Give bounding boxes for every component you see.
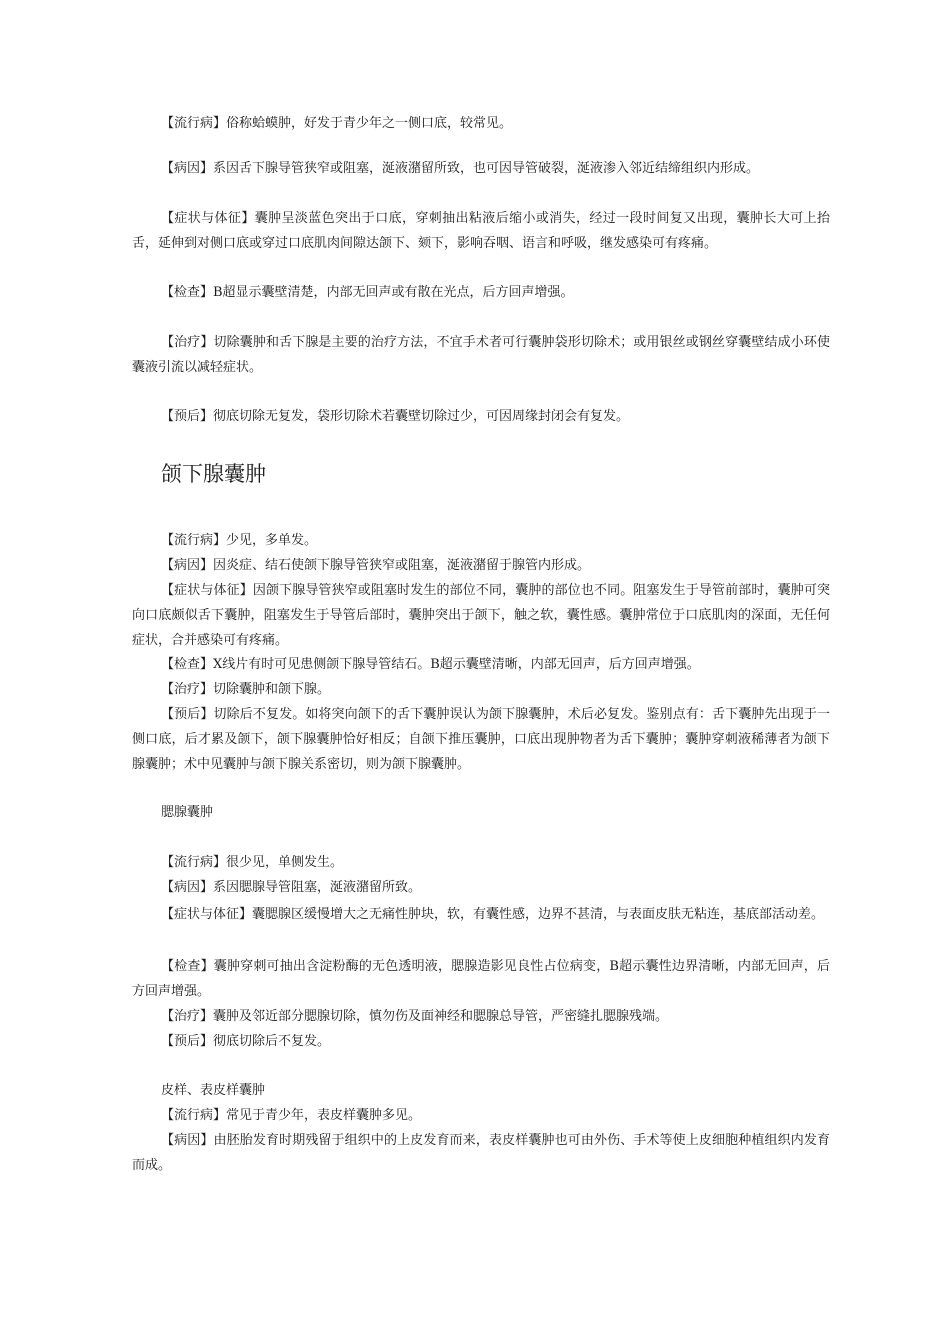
paragraph-treatment: 【治疗】切除囊肿和颌下腺。 — [161, 682, 331, 697]
paragraph-symptoms: 【症状与体征】囊肿呈淡蓝色突出于口底，穿刺抽出粘液后缩小或消失，经过一段时间复又出现，囊肿长大可上抬舌，延伸到对侧口底或穿过口底肌肉间隙达颌下、颏下，影响吞咽、语言和呼吸，继发感染可有疼痛。 — [132, 211, 830, 251]
paragraph-symptoms: 【症状与体征】因颌下腺导管狭窄或阻塞时发生的部位不同，囊肿的部位也不同。阻塞发生于导管前部时，囊肿可突向口底颇似舌下囊肿，阻塞发生于导管后部时，囊肿突出于颌下，触之软，囊性感。囊肿常位于口底肌肉的深面，无任何症状，合并感染可有疼痛。 — [132, 583, 830, 648]
paragraph-prognosis: 【预后】彻底切除后不复发。 — [161, 1034, 331, 1049]
paragraph-examination: 【检查】囊肿穿刺可抽出含淀粉酶的无色透明液，腮腺造影见良性占位病变，B超示囊性边界清晰，内部无回声，后方回声增强。 — [132, 959, 830, 999]
section-heading: 腮腺囊肿 — [161, 805, 214, 820]
paragraph-epidemiology: 【流行病】常见于青少年，表皮样囊肿多见。 — [161, 1108, 422, 1123]
paragraph-etiology: 【病因】系因腮腺导管阻塞，涎液潴留所致。 — [161, 880, 422, 895]
paragraph-epidemiology: 【流行病】俗称蛤蟆肿，好发于青少年之一侧口底，较常见。 — [161, 116, 513, 131]
paragraph-treatment: 【治疗】囊肿及邻近部分腮腺切除，慎勿伤及面神经和腮腺总导管，严密缝扎腮腺残端。 — [161, 1009, 669, 1024]
paragraph-examination: 【检查】X线片有时可见患侧颌下腺导管结石。B超示囊壁清晰，内部无回声，后方回声增强。 — [161, 657, 700, 672]
paragraph-prognosis: 【预后】彻底切除无复发，袋形切除术若囊壁切除过少，可因周缘封闭会有复发。 — [161, 409, 630, 424]
paragraph-etiology: 【病因】由胚胎发育时期残留于组织中的上皮发育而来，表皮样囊肿也可由外伤、手术等使上皮细胞种植组织内发育而成。 — [132, 1133, 830, 1173]
paragraph-examination: 【检查】B超显示囊壁清楚，内部无回声或有散在光点，后方回声增强。 — [161, 285, 574, 300]
section-heading: 颌下腺囊肿 — [161, 462, 266, 486]
section-heading: 皮样、表皮样囊肿 — [161, 1083, 266, 1098]
paragraph-treatment: 【治疗】切除囊肿和舌下腺是主要的治疗方法，不宜手术者可行囊肿袋形切除术；或用银丝或钢丝穿囊壁结成小环使囊液引流以减轻症状。 — [132, 335, 830, 375]
paragraph-etiology: 【病因】因炎症、结石使颌下腺导管狭窄或阻塞，涎液潴留于腺管内形成。 — [161, 558, 591, 573]
paragraph-symptoms: 【症状与体征】囊腮腺区缓慢增大之无痛性肿块，软，有囊性感，边界不甚清，与表面皮肤无粘连，基底部活动差。 — [161, 907, 825, 922]
paragraph-epidemiology: 【流行病】少见，多单发。 — [161, 533, 318, 548]
paragraph-epidemiology: 【流行病】很少见，单侧发生。 — [161, 855, 344, 870]
paragraph-etiology: 【病因】系因舌下腺导管狭窄或阻塞，涎液潴留所致，也可因导管破裂，涎液渗入邻近结缔组织内形成。 — [161, 161, 760, 176]
paragraph-prognosis: 【预后】切除后不复发。如将突向颌下的舌下囊肿误认为颌下腺囊肿，术后必复发。鉴别点有：舌下囊肿先出现于一侧口底，后才累及颌下，颌下腺囊肿恰好相反；自颌下推压囊肿，口底出现肿物者为舌下囊肿；囊肿穿刺液稀薄者为颌下腺囊肿；术中见囊肿与颌下腺关系密切，则为颌下腺囊肿。 — [132, 707, 830, 772]
